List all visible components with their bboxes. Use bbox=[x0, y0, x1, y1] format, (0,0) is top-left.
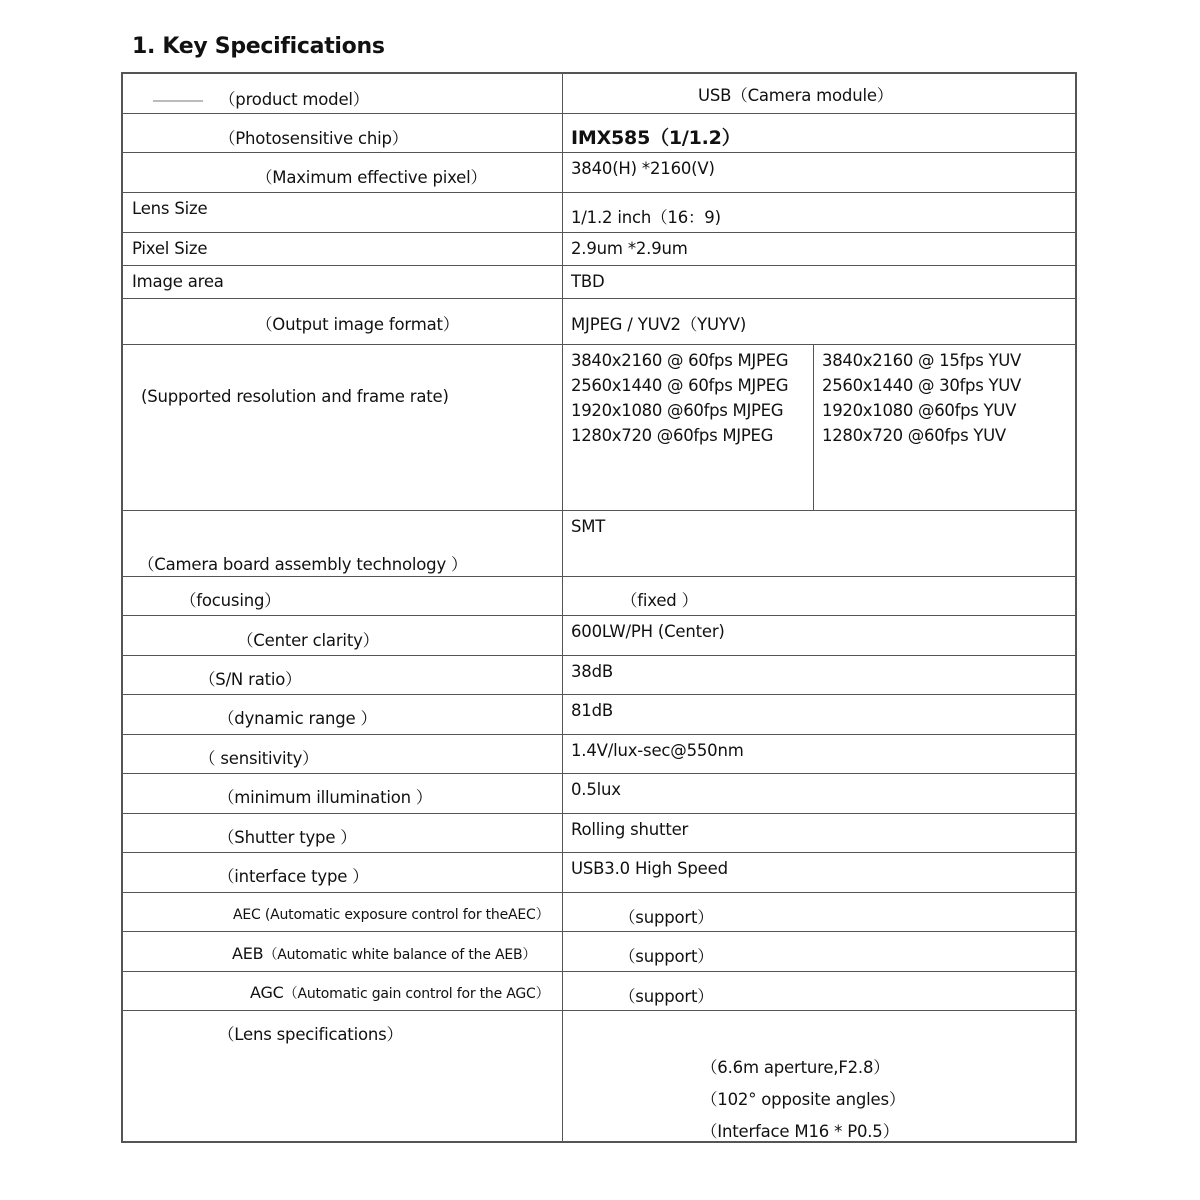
label-aec bbox=[233, 904, 549, 924]
row-aeb bbox=[123, 932, 1075, 972]
value-sn-ratio: 38dB bbox=[571, 662, 613, 681]
label-output-image-format: （Output image format） bbox=[256, 315, 460, 334]
label-interface-type: （interface type ） bbox=[218, 867, 369, 886]
value-aeb: （support） bbox=[619, 947, 714, 966]
row-focusing bbox=[123, 577, 1075, 616]
row-aec bbox=[123, 893, 1075, 932]
label-image-area: Image area bbox=[132, 272, 224, 291]
value-product-model: USB（Camera module） bbox=[698, 86, 894, 105]
label-assembly-technology: （Camera board assembly technology ） bbox=[138, 555, 468, 574]
smudge-mark bbox=[153, 100, 203, 102]
value-image-area: TBD bbox=[571, 272, 605, 291]
label-aec-text: (Automatic exposure control for theAEC） bbox=[260, 907, 550, 923]
value-focusing: （fixed ） bbox=[621, 591, 698, 610]
row-interface-type bbox=[123, 853, 1075, 893]
label-agc bbox=[250, 983, 549, 1003]
value-max-effective-pixel: 3840(H) *2160(V) bbox=[571, 159, 715, 178]
label-product-model: （product model） bbox=[219, 90, 370, 109]
label-aeb-text: （Automatic white balance of the AEB） bbox=[263, 947, 537, 963]
label-sensitivity: （ sensitivity） bbox=[199, 749, 319, 768]
resolution-yuv-item: 3840x2160 @ 15fps YUV bbox=[822, 351, 1021, 370]
label-lens-size: Lens Size bbox=[132, 199, 208, 218]
resolution-mjpeg-item: 3840x2160 @ 60fps MJPEG bbox=[571, 351, 789, 370]
value-sensitivity: 1.4V/lux-sec@550nm bbox=[571, 741, 744, 760]
row-assembly-technology bbox=[123, 511, 1075, 577]
value-lens-size: 1/1.2 inch（16：9) bbox=[571, 208, 721, 227]
value-lens-interface: （Interface M16 * P0.5） bbox=[701, 1122, 899, 1141]
value-lens-angle: （102° opposite angles） bbox=[701, 1090, 906, 1109]
value-dynamic-range: 81dB bbox=[571, 701, 613, 720]
row-max-effective-pixel bbox=[123, 153, 1075, 193]
section-title: 1. Key Specifications bbox=[132, 34, 385, 59]
row-photosensitive-chip bbox=[123, 114, 1075, 153]
label-shutter-type: （Shutter type ） bbox=[218, 828, 357, 847]
value-pixel-size: 2.9um *2.9um bbox=[571, 239, 688, 258]
value-shutter-type: Rolling shutter bbox=[571, 820, 689, 839]
label-sn-ratio: （S/N ratio） bbox=[199, 670, 302, 689]
label-pixel-size: Pixel Size bbox=[132, 239, 208, 258]
resolution-yuv-item: 1280x720 @60fps YUV bbox=[822, 426, 1006, 445]
label-dynamic-range: （dynamic range ） bbox=[218, 709, 377, 728]
value-agc: （support） bbox=[619, 987, 714, 1006]
label-minimum-illumination: （minimum illumination ） bbox=[218, 788, 433, 807]
specifications-table bbox=[121, 72, 1077, 1143]
row-sensitivity bbox=[123, 735, 1075, 774]
value-aec: （support） bbox=[619, 908, 714, 927]
resolution-yuv-item: 1920x1080 @60fps YUV bbox=[822, 401, 1017, 420]
row-lens-specifications bbox=[123, 1011, 1075, 1141]
row-sn-ratio bbox=[123, 656, 1075, 695]
value-lens-aperture: （6.6m aperture,F2.8） bbox=[701, 1058, 890, 1077]
resolution-mjpeg-item: 2560x1440 @ 60fps MJPEG bbox=[571, 376, 789, 395]
label-agc-prefix: AGC bbox=[250, 983, 284, 1002]
row-center-clarity bbox=[123, 616, 1075, 656]
value-photosensitive-chip: IMX585（1/1.2） bbox=[571, 127, 741, 149]
label-max-effective-pixel: （Maximum effective pixel） bbox=[256, 168, 487, 187]
resolution-yuv-item: 2560x1440 @ 30fps YUV bbox=[822, 376, 1021, 395]
label-photosensitive-chip: （Photosensitive chip） bbox=[219, 129, 409, 148]
row-product-model bbox=[123, 74, 1075, 114]
resolution-mjpeg-item: 1920x1080 @60fps MJPEG bbox=[571, 401, 784, 420]
value-center-clarity: 600LW/PH (Center) bbox=[571, 622, 725, 641]
label-aec-prefix: AEC bbox=[233, 907, 261, 923]
value-interface-type: USB3.0 High Speed bbox=[571, 859, 728, 878]
row-dynamic-range bbox=[123, 695, 1075, 735]
label-focusing: （focusing） bbox=[180, 591, 281, 610]
row-agc bbox=[123, 972, 1075, 1011]
resolution-mjpeg-item: 1280x720 @60fps MJPEG bbox=[571, 426, 774, 445]
resolution-column-divider bbox=[813, 345, 814, 510]
value-output-image-format: MJPEG / YUV2（YUYV) bbox=[571, 315, 747, 334]
row-minimum-illumination bbox=[123, 774, 1075, 814]
row-output-image-format bbox=[123, 299, 1075, 345]
row-pixel-size bbox=[123, 233, 1075, 266]
row-lens-size bbox=[123, 193, 1075, 233]
label-supported-resolution: (Supported resolution and frame rate) bbox=[141, 387, 449, 406]
label-agc-text: （Automatic gain control for the AGC） bbox=[283, 986, 550, 1002]
row-image-area bbox=[123, 266, 1075, 299]
label-center-clarity: （Center clarity） bbox=[237, 631, 379, 650]
label-aeb bbox=[232, 944, 536, 964]
value-assembly-technology: SMT bbox=[571, 517, 606, 536]
label-lens-specifications: （Lens specifications） bbox=[218, 1025, 403, 1044]
value-minimum-illumination: 0.5lux bbox=[571, 780, 621, 799]
row-supported-resolution bbox=[123, 345, 1075, 511]
label-aeb-prefix: AEB bbox=[232, 944, 264, 963]
row-shutter-type bbox=[123, 814, 1075, 853]
